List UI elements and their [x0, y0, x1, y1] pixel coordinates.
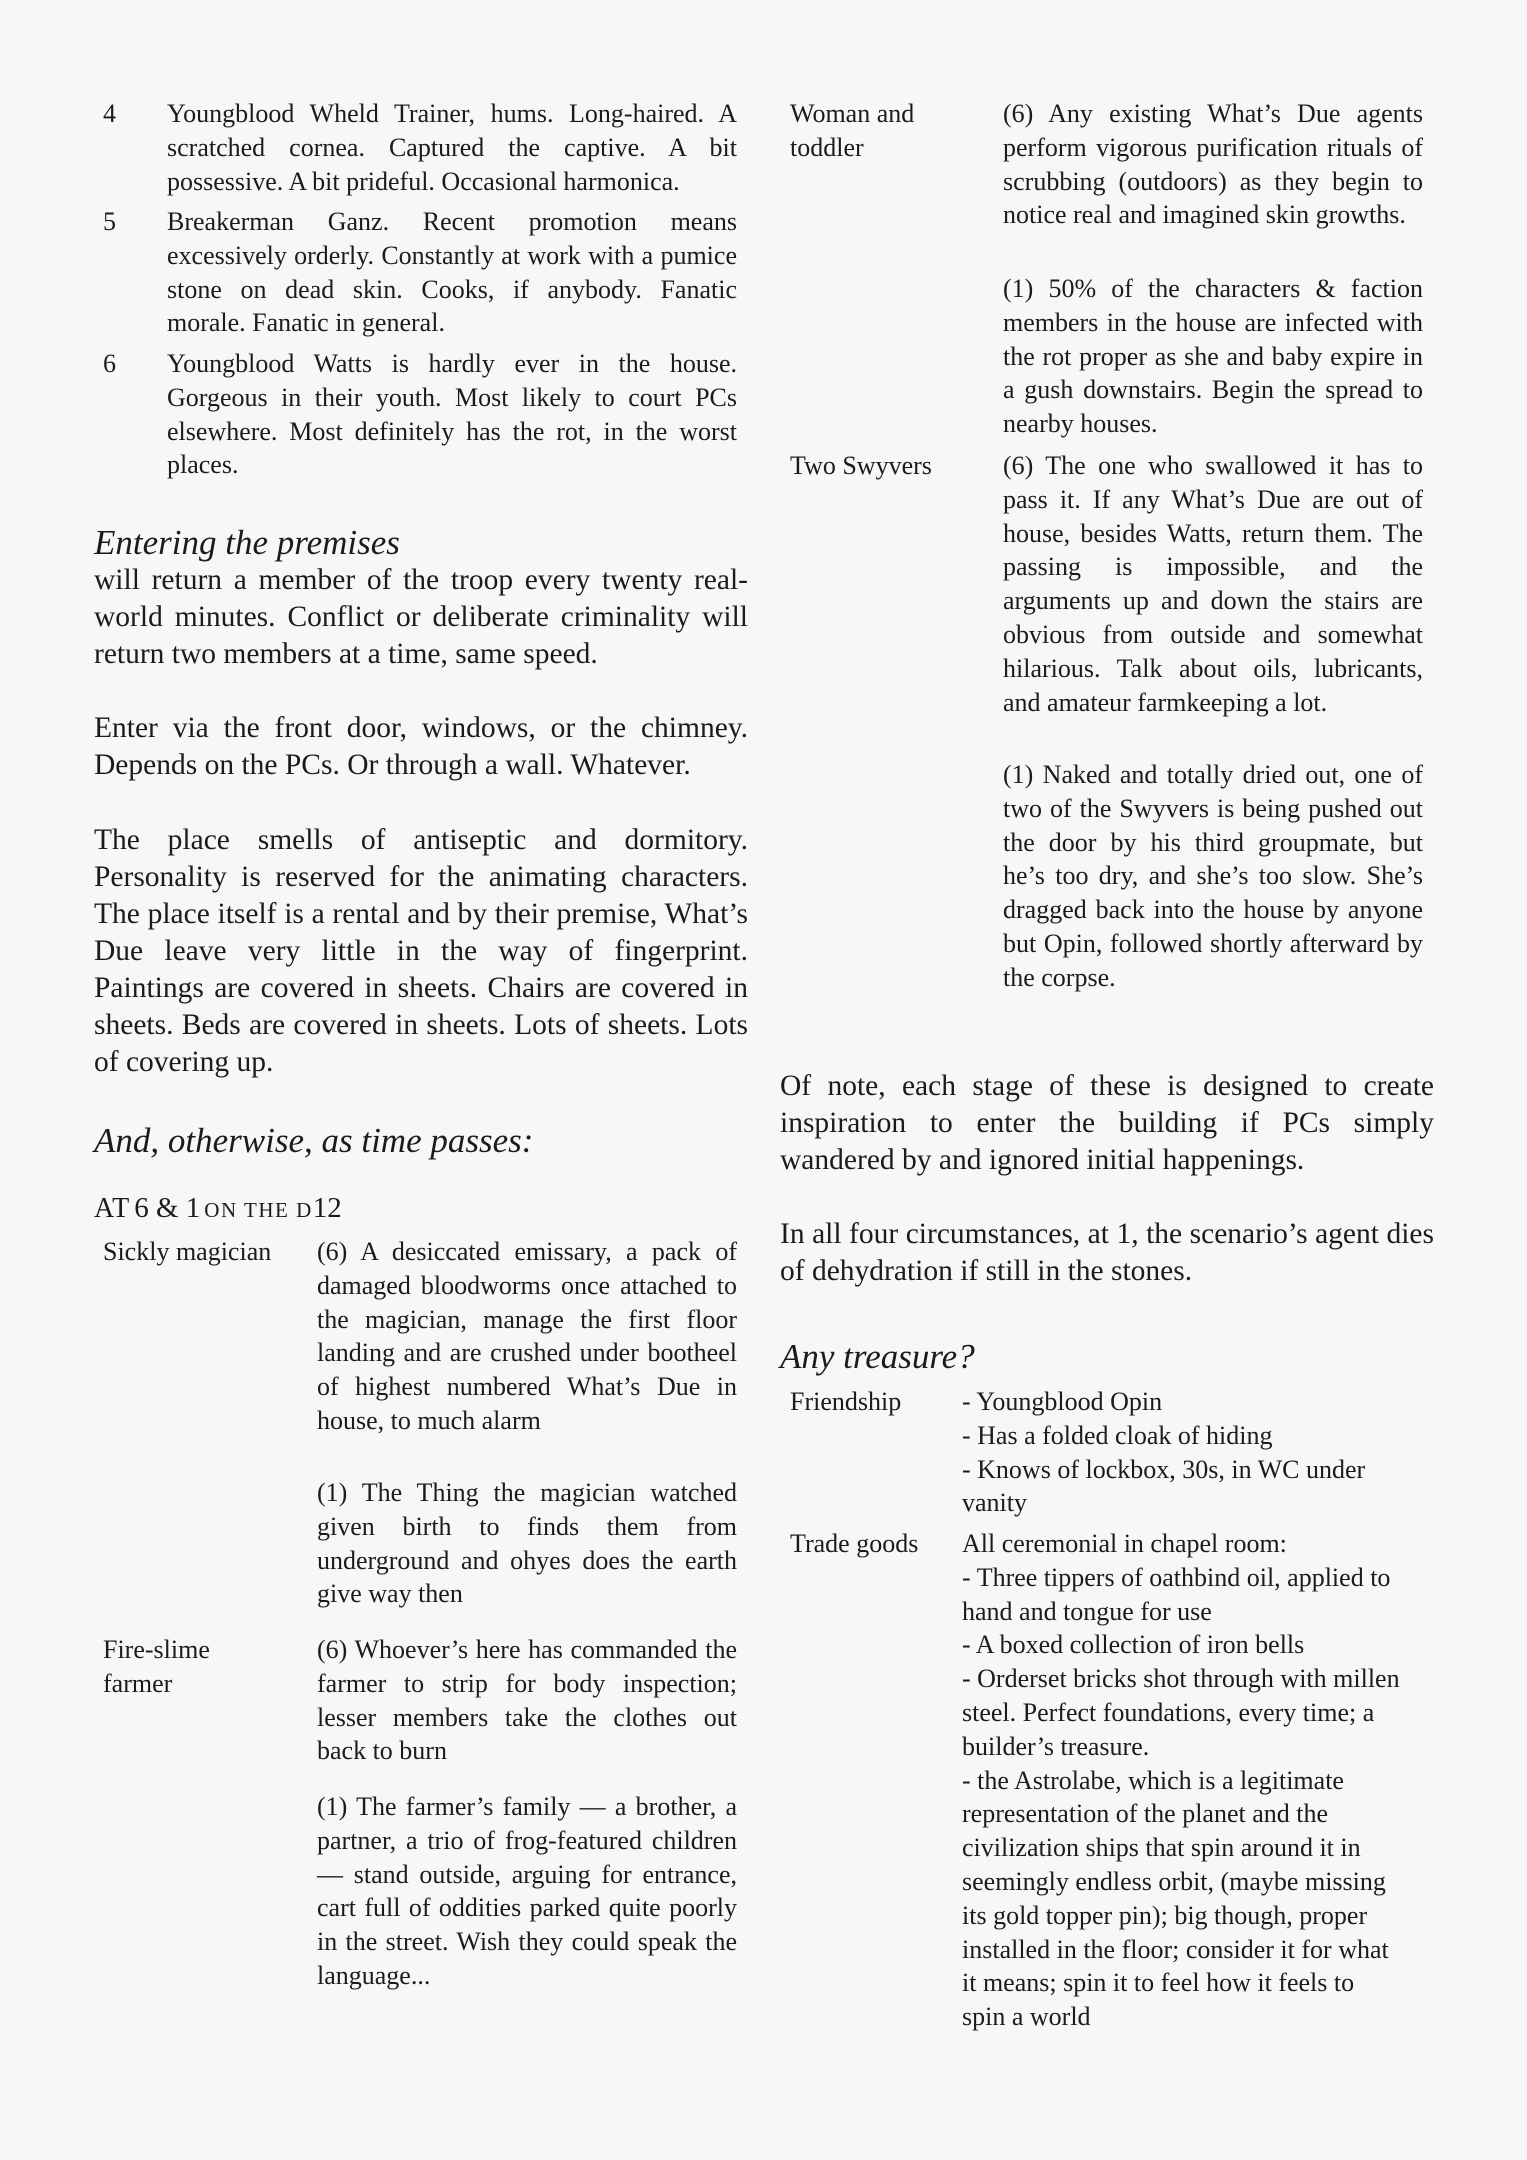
section-heading-time-passes: And, otherwise, as time passes: [94, 1121, 534, 1160]
caption-at: AT [94, 1193, 131, 1224]
row-label: Two Swyvers [790, 451, 932, 480]
row-result-six: (6) Whoever’s here has commanded the farmer to strip for body inspection; lesser members take the clothes out back to burn [317, 1635, 737, 1766]
row-content [962, 1385, 1432, 1520]
row-label: Trade goods [790, 1529, 919, 1558]
table-caption [94, 1192, 342, 1225]
row-result-one: (1) 50% of the characters & faction members in the house are infected with the rot proper as she and baby expire in a gush downstairs. Begin the spread to nearby houses. [1003, 274, 1423, 439]
list-text: Youngblood Wheld Trainer, hums. Long-haired. A scratched cornea. Captured the captive. A bit possessive. A bit prideful. Occasional harmonica. [167, 99, 737, 196]
caption-roll: 6 & 1 [134, 1192, 201, 1224]
row-content [962, 1527, 1402, 2034]
section-heading-entering: Entering the premises [94, 523, 400, 562]
row-result-one: (1) The Thing the magician watched given birth to finds them from underground and ohyes does the earth give way then [317, 1478, 737, 1609]
paragraph: Of note, each stage of these is designed to create inspiration to enter the building if PCs simply wandered by and ignored initial happenings. [780, 1070, 1434, 1176]
list-number: 5 [103, 207, 116, 236]
row-result-one: (1) Naked and totally dried out, one of two of the Swyvers is being pushed out the door by his third groupmate, but he’s too dry, and she’s too slow. She’s dragged back into the house by anyone but Opin, followed shortly afterward by the corpse. [1003, 760, 1423, 992]
treasure-line: - Youngblood Opin [962, 1387, 1163, 1416]
paragraph: In all four circumstances, at 1, the scenario’s agent dies of dehydration if still in the stones. [780, 1218, 1434, 1287]
paragraph: will return a member of the troop every twenty real-world minutes. Conflict or deliberate criminality will return two members at a time, same speed. [94, 564, 748, 670]
treasure-line: - A boxed collection of iron bells [962, 1630, 1305, 1660]
treasure-line: - Orderset bricks shot through with millen steel. Perfect foundations, every time; a builder’s treasure. [962, 1664, 1400, 1761]
treasure-line: - Has a folded cloak of hiding [962, 1420, 1273, 1450]
list-number: 6 [103, 349, 116, 378]
row-label: Woman and toddler [790, 99, 915, 162]
row-label: Sickly magician [103, 1237, 272, 1266]
row-result-one: (1) The farmer’s family — a brother, a partner, a trio of frog-featured children — stand outside, arguing for entrance, cart full of oddities parked quite poorly in the street. Wish they could speak the language... [317, 1792, 737, 1990]
row-label: Fire-slime farmer [103, 1635, 210, 1698]
treasure-line: - the Astrolabe, which is a legitimate representation of the planet and the civilization ships that spin around it in seemingly endless orbit, (maybe missing its gold topper pin); big though, proper installed in the floor; consider it for what it means; spin it to feel how it feels to spin a world [962, 1765, 1389, 2032]
caption-on-the: ON THE D [204, 1198, 313, 1222]
caption-die: 12 [312, 1192, 342, 1224]
treasure-line: - Three tippers of oathbind oil, applied to hand and tongue for use [962, 1562, 1391, 1626]
section-heading-treasure: Any treasure? [780, 1337, 975, 1376]
row-result-six: (6) A desiccated emissary, a pack of damaged bloodworms once attached to the magician, manage the first floor landing and are crushed under bootheel of highest numbered What’s Due in house, to much alarm [317, 1237, 737, 1435]
row-result-six: (6) Any existing What’s Due agents perform vigorous purification rituals of scrubbing (outdoors) as they begin to notice real and imagined skin growths. [1003, 99, 1423, 230]
row-result-six: (6) The one who swallowed it has to pass it. If any What’s Due are out of house, besides Watts, return them. The passing is impossible, and the arguments up and down the stairs are obvious from outside and somewhat hilarious. Talk about oils, lubricants, and amateur farmkeeping a lot. [1003, 451, 1423, 717]
paragraph: The place smells of antiseptic and dormitory. Personality is reserved for the animating characters. The place itself is a rental and by their premise, What’s Due leave very little in the way of fingerprint. Paintings are covered in sheets. Chairs are covered in sheets. Beds are covered in sheets. Lots of sheets. Lots of covering up. [94, 824, 748, 1078]
paragraph: Enter via the front door, windows, or the chimney. Depends on the PCs. Or through a wall. Whatever. [94, 712, 748, 781]
list-text: Youngblood Watts is hardly ever in the house. Gorgeous in their youth. Most likely to court PCs elsewhere. Most definitely has the rot, in the worst places. [167, 349, 737, 480]
treasure-line: - Knows of lockbox, 30s, in WC under vanity [962, 1454, 1366, 1518]
row-label: Friendship [790, 1387, 902, 1416]
list-text: Breakerman Ganz. Recent promotion means excessively orderly. Constantly at work with a pumice stone on dead skin. Cooks, if anybody. Fanatic morale. Fanatic in general. [167, 207, 737, 338]
treasure-line: All ceremonial in chapel room: [962, 1529, 1287, 1558]
list-number: 4 [103, 99, 116, 128]
